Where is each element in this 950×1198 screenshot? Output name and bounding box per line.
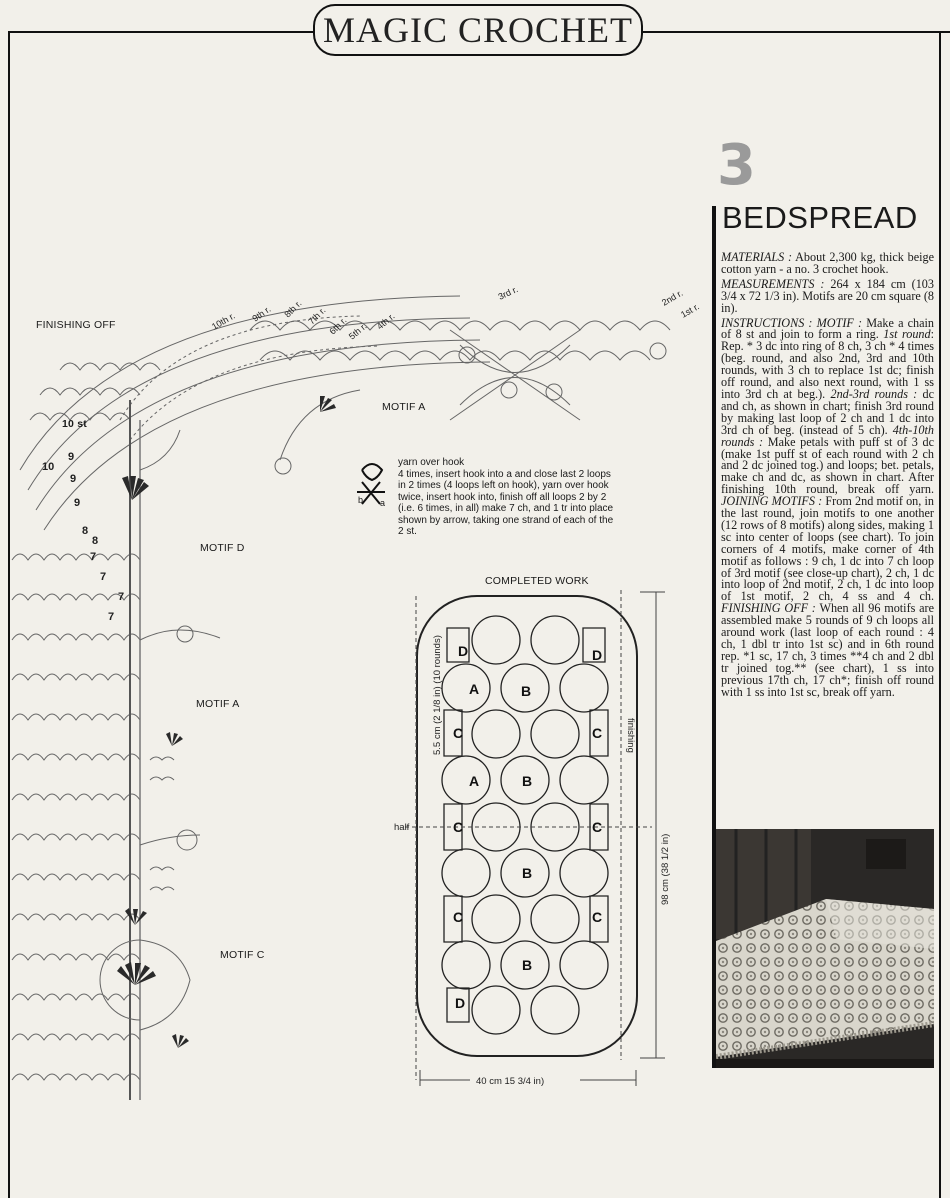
- motif-letter: C: [591, 819, 603, 835]
- round-label: 3rd r.: [496, 284, 520, 302]
- joining-text: From 2nd motif on, in the last round, join motifs to one another (12 rows of 8 motifs) along sides, making 1 sc into center of loops (see chart). To join corners of 4 motifs, make corner of 4th motif as follows : 9 ch, 1 dc into 7 ch loop of 3rd motif (see close-up chart), 2 ch, 1 dc into loop of 2nd motif, 2 ch, 1 dc into loop of 1st motif, 2 ch, 4 ss and 4 ch.: [721, 494, 935, 604]
- instructions-label: INSTRUCTIONS : MOTIF :: [721, 315, 863, 330]
- motif-c-label: MOTIF C: [220, 949, 265, 961]
- motif-letter: B: [521, 865, 533, 881]
- round-label: 4th r.: [374, 311, 397, 332]
- motif-letter: D: [457, 643, 469, 659]
- stitch-mark: 9: [68, 451, 75, 463]
- stitch-mark: 7: [108, 611, 115, 623]
- stitch-instructions: [398, 457, 618, 538]
- instructions-text-1: Make a chain of 8 st and join to form a ring.: [721, 315, 934, 342]
- motif-letter: D: [591, 647, 603, 663]
- measurements-label: MEASUREMENTS :: [721, 276, 825, 291]
- border-dimension: 5.5 cm (2 1/8 in) (10 rounds): [432, 635, 443, 755]
- motif-letter: C: [591, 725, 603, 741]
- stitch-mark: 8: [92, 535, 99, 547]
- motif-a-label: MOTIF A: [382, 401, 426, 413]
- motif-a-label-2: MOTIF A: [196, 698, 240, 710]
- round-label: 5th r.: [346, 321, 369, 342]
- round1-label: 1st round: [883, 327, 931, 342]
- motif-letter: B: [520, 683, 532, 699]
- round-label: 1st r.: [679, 301, 701, 320]
- motif-letter: A: [468, 773, 480, 789]
- height-dimension: 98 cm (38 1/2 in): [660, 833, 671, 905]
- stitch-label-a: a: [380, 498, 386, 508]
- round410-label: 4th-10th rounds :: [721, 422, 935, 449]
- motif-letter: C: [452, 819, 464, 835]
- motif-letter: C: [452, 725, 464, 741]
- stitch-mark: 8: [82, 525, 89, 537]
- round23-label: 2nd-3rd rounds :: [830, 386, 918, 401]
- instructions-text-3: dc and ch, as shown in chart; finish 3rd round by making last loop of 2 ch and 1 dc into 3rd ch of beg. (instead of 5 ch).: [721, 386, 934, 437]
- motif-letter: B: [521, 773, 533, 789]
- stitch-label-b: b: [358, 495, 364, 505]
- masthead-title: MAGIC CROCHET: [322, 10, 634, 50]
- motif-letter: A: [468, 681, 480, 697]
- stitch-mark: 7: [100, 571, 107, 583]
- stitch-mark: 10: [42, 461, 55, 473]
- round-label: 8th r.: [282, 298, 304, 320]
- completed-work-title: COMPLETED WORK: [485, 575, 589, 587]
- motif-letter: D: [454, 995, 466, 1011]
- round-label: 9th r.: [250, 303, 273, 324]
- motif-letter: C: [452, 909, 464, 925]
- round-label: 2nd r.: [660, 287, 685, 308]
- materials-label: MATERIALS :: [721, 250, 793, 264]
- ten-stitch-label: 10 st: [62, 418, 87, 430]
- half-label: half: [394, 822, 410, 833]
- finishing-text: When all 96 motifs are assembled make 5 rounds of 9 ch loops all around work (last loop of each round : 4 ch, 1 dbl tr into 1st sc) and in 6th round rep. *1 sc, 17 ch, 3 times **4 ch and 2 dbl tr joined tog.** (see chart), 1 ss into previous 17th ch, 17 ch*; finish off round with 1 ss into 1st sc, break off yarn.: [721, 601, 935, 699]
- motif-d-label: MOTIF D: [200, 542, 245, 554]
- round-label: 10th r.: [210, 310, 237, 332]
- instructions-text-2: : Rep. * 3 dc into ring of 8 ch, 3 ch * 4 times (beg. round, and also 2nd, 3rd and 10th rounds, with 3 ch to replace 1st dc; finish off round, and also next round, with 1 ss into 3rd ch at beg.).: [721, 327, 934, 401]
- measurements-text: 264 x 184 cm (103 3/4 x 72 1/3 in). Motifs are 20 cm square (8 in).: [721, 276, 934, 315]
- stitch-instruction-text: 4 times, insert hook into a and close last 2 loops in 2 times (4 loops left on hook), yarn over hook twice, insert hook into, finish off all loops 2 by 2 (i.e. 6 times, in all) make 7 ch, and 1 tr into place shown by arrow, taking one strand of each of the 2 st.: [398, 468, 614, 537]
- yarn-over-text: yarn over hook: [398, 457, 465, 468]
- stitch-mark: 9: [74, 497, 81, 509]
- stitch-mark: 7: [90, 551, 97, 563]
- motif-petals: [100, 343, 666, 1030]
- stitch-mark: 9: [70, 473, 77, 485]
- finishing-label: FINISHING OFF :: [721, 601, 816, 616]
- motif-letter: B: [521, 957, 533, 973]
- stitch-mark: 7: [118, 591, 125, 603]
- instructions-text-4: Make petals with puff st of 3 dc (make 1st puff st of each round with 2 ch and 2 dc joined tog.) and loops; bet. petals, make ch and dc, as shown in chart. After finishing 10th round, break off yarn.: [721, 434, 935, 497]
- motif-letter: C: [591, 909, 603, 925]
- round-label: 7th r.: [306, 305, 328, 327]
- finishing-label: finishing: [625, 718, 636, 753]
- finishing-off-label: FINISHING OFF: [36, 319, 116, 331]
- completed-work-diagram: [405, 590, 665, 1086]
- round-label: 6th r.: [327, 315, 349, 337]
- joining-label: JOINING MOTIFS :: [721, 494, 823, 509]
- width-dimension: 40 cm 15 3/4 in): [476, 1076, 545, 1087]
- materials-text: About 2,300 kg, thick beige cotton yarn - a no. 3 crochet hook.: [721, 250, 935, 276]
- section-number: 3: [717, 133, 756, 198]
- finishing-loops: [12, 554, 140, 1080]
- section-title: BEDSPREAD: [722, 200, 918, 235]
- motif-a-top-network: [250, 321, 670, 460]
